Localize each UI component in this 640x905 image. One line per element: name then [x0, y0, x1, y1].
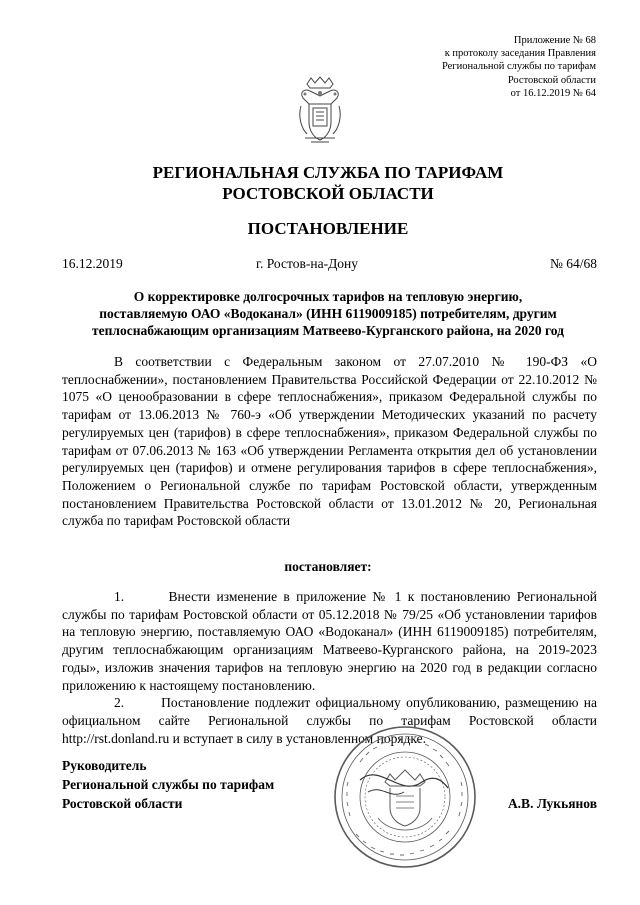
item-text: Внести изменение в приложение № 1 к постановлению Региональной службы по тарифам Ростовской области от 05.12.2018 № 79/25 «Об установлении тарифов на тепловую энергию, поставляемую ОАО «Водоканал» (ИНН 6119009185) потребителям, другим теплоснабжающим организациям Матвеево-Курганского района, на 2019-2023 годы», изложив значения тарифов на тепловую энергию на 2020 год в редакции согласно приложению к настоящему постановлению.: [62, 589, 597, 693]
coat-of-arms-icon: [297, 76, 343, 146]
resolves-heading: постановляет:: [284, 559, 372, 574]
document-date: 16.12.2019: [62, 256, 123, 271]
organization-title: [60, 162, 596, 204]
subject-line: теплоснабжающим организациям Матвеево-Курганского района, на 2020 год: [91, 323, 564, 338]
preamble-paragraph: В соответствии с Федеральным законом от 27.07.2010 № 190-ФЗ «О теплоснабжении», постановлением Правительства Российской Федерации от 22.10.2012 № 1075 «О ценообразовании в сфере теплоснабжения», приказом Федеральной службы по тарифам от 13.06.2013 № 760-э «Об утверждении Методических указаний по расчету регулируемых цен (тарифов) в сфере теплоснабжения», приказом Федеральной службы по тарифам от 07.06.2013 № 163 «Об утверждении Регламента открытия дел об установлении регулируемых цен (тарифов) и отмене регулирования тарифов в сфере теплоснабжения», Положением о Региональной службе по тарифам Ростовской области, утвержденным постановлением Правительства Ростовской области от 13.01.2012 № 20, Региональная служба по тарифам Ростовской области: [62, 354, 597, 529]
document-subject: [60, 288, 596, 339]
document-number: № 64/68: [549, 256, 597, 271]
item-text: Постановление подлежит официальному опубликованию, размещению на официальном сайте Региональной службы по тарифам Ростовской области http://rst.donland.ru и вступает в силу в установленном порядке.: [62, 695, 597, 746]
signatory-title-line: Региональной службы по тарифам: [62, 777, 275, 792]
signature-block: [62, 756, 597, 813]
document-type: ПОСТАНОВЛЕНИЕ: [247, 219, 409, 238]
appendix-note: [376, 34, 596, 100]
appendix-line: от 16.12.2019 № 64: [510, 87, 596, 99]
subject-line: поставляемую ОАО «Водоканал» (ИНН 6119009185) потребителям, другим: [99, 306, 557, 321]
organization-title-line: РОСТОВСКОЙ ОБЛАСТИ: [222, 184, 434, 203]
item-number: 2.: [114, 695, 125, 711]
appendix-line: Ростовской области: [507, 74, 596, 86]
document-city: г. Ростов-на-Дону: [256, 256, 359, 271]
document-meta-row: [62, 255, 597, 273]
subject-line: О корректировке долгосрочных тарифов на тепловую энергию,: [133, 289, 523, 304]
resolution-item: [62, 588, 597, 694]
appendix-line: Региональной службы по тарифам: [441, 61, 596, 73]
appendix-line: Приложение № 68: [513, 35, 596, 46]
signatory-name: А.В. Лукьянов: [507, 796, 597, 811]
signatory-title-line: Руководитель: [62, 758, 147, 773]
signatory-title-line: Ростовской области: [62, 796, 183, 811]
item-number: 1.: [114, 589, 125, 604]
appendix-line: к протоколу заседания Правления: [444, 48, 596, 60]
organization-title-line: РЕГИОНАЛЬНАЯ СЛУЖБА ПО ТАРИФАМ: [152, 163, 504, 182]
